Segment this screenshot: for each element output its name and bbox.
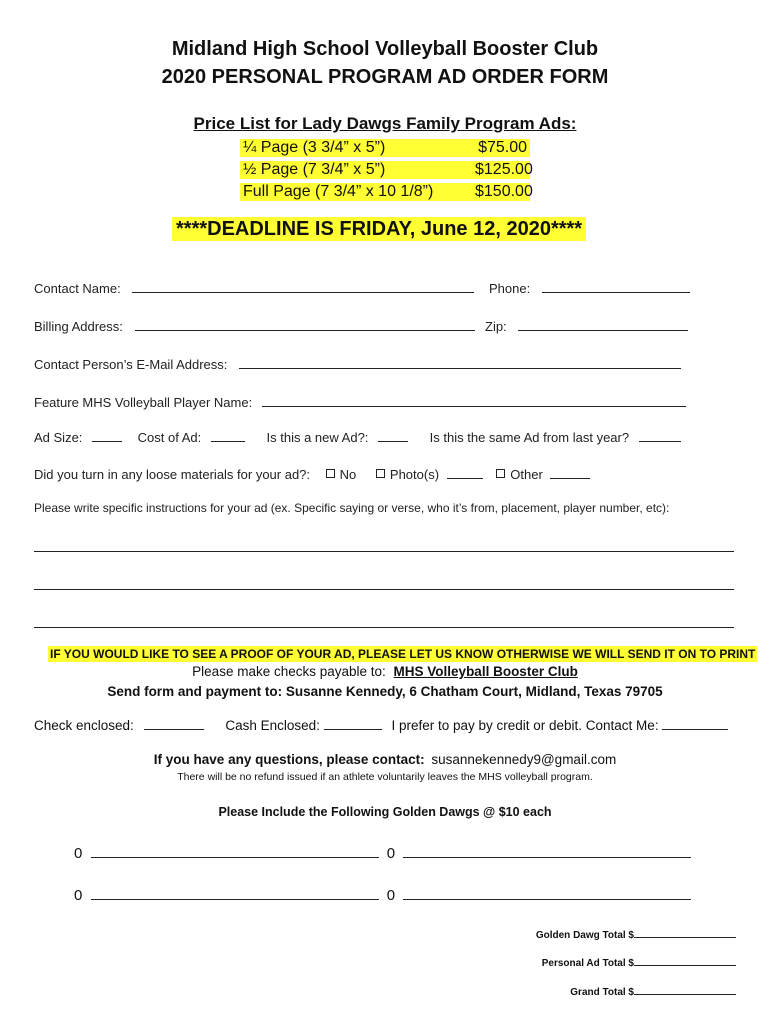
golden-name-field[interactable] [91, 843, 379, 858]
contact-name-field[interactable] [132, 278, 474, 293]
send-to-line: Send form and payment to: Susanne Kennedy, 6 Chatham Court, Midland, Texas 79705 [107, 684, 663, 699]
cost-of-ad-field[interactable] [211, 427, 245, 442]
personal-total-row [542, 955, 736, 969]
other-field[interactable] [550, 464, 590, 479]
golden-marker: 0 [386, 845, 396, 862]
cost-of-ad-label: Cost of Ad: [137, 430, 202, 445]
golden-marker: 0 [386, 887, 396, 904]
grand-total-field[interactable] [634, 984, 736, 995]
form-title: Midland High School Volleyball Booster Club [171, 38, 599, 60]
proof-notice: IF YOU WOULD LIKE TO SEE A PROOF OF YOUR AD, PLEASE LET US KNOW OTHERWISE WE WILL SEND IT ON TO PRINT [50, 647, 756, 661]
contact-name-label: Contact Name: [34, 281, 121, 296]
option-no[interactable]: No [326, 467, 357, 482]
phone-field[interactable] [542, 278, 690, 293]
golden-row-1 [74, 843, 691, 862]
golden-dawgs-heading: Please Include the Following Golden Dawgs @ $10 each [218, 805, 552, 819]
billing-address-field[interactable] [135, 316, 475, 331]
golden-name-field[interactable] [91, 885, 379, 900]
phone-row [489, 278, 690, 296]
questions-label: If you have any questions, please contact: [153, 752, 425, 767]
price-item-half: ½ Page (7 3/4” x 5”) $125.00 [240, 161, 530, 179]
player-name-row [34, 392, 686, 410]
cash-enclosed-field[interactable] [324, 715, 382, 730]
form-subtitle: 2020 PERSONAL PROGRAM AD ORDER FORM [161, 66, 609, 88]
zip-row [485, 316, 688, 334]
option-photos[interactable]: Photo(s) [376, 467, 439, 482]
instructions-line-2[interactable] [34, 589, 734, 590]
ad-details-row [34, 427, 681, 445]
ad-size-label: Ad Size: [34, 430, 83, 445]
checkbox-icon [376, 469, 385, 478]
price-item-quarter: ¼ Page (3 3/4” x 5”) $75.00 [240, 139, 530, 157]
check-enclosed-label: Check enclosed: [34, 718, 134, 733]
loose-materials-label: Did you turn in any loose materials for your ad?: [34, 467, 311, 482]
golden-total-field[interactable] [634, 927, 736, 938]
zip-field[interactable] [518, 316, 688, 331]
checkbox-icon [496, 469, 505, 478]
billing-row [34, 316, 475, 334]
check-enclosed-field[interactable] [144, 715, 204, 730]
refund-notice: There will be no refund issued if an athlete voluntarily leaves the MHS volleyball program. [177, 771, 593, 783]
questions-line [0, 752, 770, 767]
grand-total-row [570, 984, 736, 998]
option-other[interactable]: Other [496, 467, 543, 482]
payable-label: Please make checks payable to: [192, 664, 386, 679]
payable-line [0, 664, 770, 679]
new-ad-label: Is this a new Ad?: [266, 430, 369, 445]
instructions-line-1[interactable] [34, 551, 734, 552]
ad-size-field[interactable] [92, 427, 122, 442]
email-label: Contact Person’s E-Mail Address: [34, 357, 228, 372]
contact-email[interactable]: susannekennedy9@gmail.com [431, 752, 617, 767]
cash-enclosed-label: Cash Enclosed: [225, 718, 320, 733]
personal-total-label: Personal Ad Total $ [541, 958, 634, 969]
golden-marker: 0 [74, 845, 83, 862]
zip-label: Zip: [485, 319, 507, 334]
player-name-label: Feature MHS Volleyball Player Name: [34, 395, 253, 410]
instructions-line-3[interactable] [34, 627, 734, 628]
payable-name: MHS Volleyball Booster Club [393, 664, 578, 679]
deadline-banner: ****DEADLINE IS FRIDAY, June 12, 2020**** [172, 217, 586, 241]
grand-total-label: Grand Total $ [570, 987, 634, 998]
golden-marker: 0 [74, 887, 83, 904]
golden-row-2 [74, 885, 691, 904]
golden-name-field[interactable] [403, 843, 691, 858]
billing-address-label: Billing Address: [34, 319, 123, 334]
new-ad-field[interactable] [378, 427, 408, 442]
credit-contact-field[interactable] [662, 715, 728, 730]
golden-total-label: Golden Dawg Total $ [535, 930, 634, 941]
same-ad-field[interactable] [639, 427, 681, 442]
photos-count-field[interactable] [447, 464, 483, 479]
price-item-full: Full Page (7 3/4” x 10 1/8”) $150.00 [240, 183, 530, 201]
same-ad-label: Is this the same Ad from last year? [429, 430, 630, 445]
credit-contact-label: I prefer to pay by credit or debit. Contact Me: [391, 718, 659, 733]
contact-name-row [34, 278, 474, 296]
payment-row [34, 715, 728, 733]
player-name-field[interactable] [262, 392, 686, 407]
email-field[interactable] [239, 354, 681, 369]
golden-name-field[interactable] [403, 885, 691, 900]
email-row [34, 354, 681, 372]
instructions-label: Please write specific instructions for your ad (ex. Specific saying or verse, who it’s from, placement, player number, etc): [34, 501, 670, 515]
checkbox-icon [326, 469, 335, 478]
golden-total-row [536, 927, 736, 941]
price-list-heading: Price List for Lady Dawgs Family Program Ads: [193, 114, 577, 133]
loose-materials-row [34, 464, 590, 482]
personal-total-field[interactable] [634, 955, 736, 966]
phone-label: Phone: [489, 281, 531, 296]
